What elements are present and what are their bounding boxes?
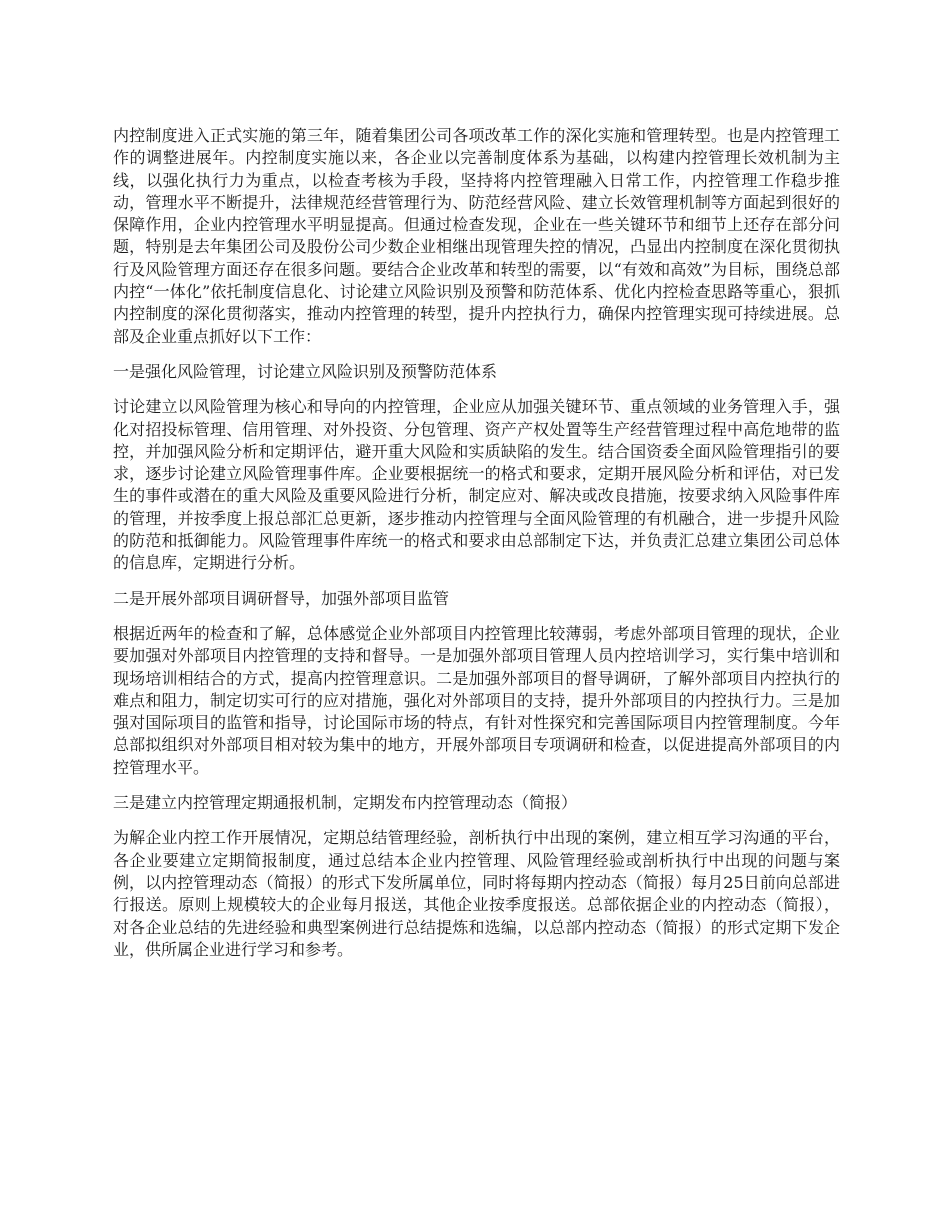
section-3-paragraph: 为解企业内控工作开展情况，定期总结管理经验，剖析执行中出现的案例，建立相互学习沟通的平台，各企业要建立定期简报制度，通过总结本企业内控管理、风险管理经验或剖析执行中出现的问题与案例，以内控管理动态（简报）的形式下发所属单位，同时将每期内控动态（简报）每月25日前向总部进行报送。原则上规模较大的企业每月报送，其他企业按季度报送。总部依据企业的内控动态（简报），对各企业总结的先进经验和典型案例进行总结提炼和选编，以总部内控动态（简报）的形式定期下发企业，供所属企业进行学习和参考。 <box>113 828 840 959</box>
section-1-heading: 一是强化风险管理，讨论建立风险识别及预警防范体系 <box>113 361 498 381</box>
section-2-paragraph: 根据近两年的检查和了解，总体感觉企业外部项目内控管理比较薄弱，考虑外部项目管理的现状，企业要加强对外部项目内控管理的支持和督导。一是加强外部项目管理人员内控培训学习，实行集中培训和现场培训相结合的方式，提高内控管理意识。二是加强外部项目的督导调研，了解外部项目内控执行的难点和阻力，制定切实可行的应对措施，强化对外部项目的支持，提升外部项目的内控执行力。三是加强对国际项目的监管和指导，讨论国际市场的特点，有针对性探究和完善国际项目内控管理制度。今年总部拟组织对外部项目相对较为集中的地方，开展外部项目专项调研和检查，以促进提高外部项目的内控管理水平。 <box>113 623 840 777</box>
intro-paragraph: 内控制度进入正式实施的第三年，随着集团公司各项改革工作的深化实施和管理转型。也是内控管理工作的调整进展年。内控制度实施以来，各企业以完善制度体系为基础，以构建内控管理长效机制为主线，以强化执行力为重点，以检查考核为手段，坚持将内控管理融入日常工作，内控管理工作稳步推动，管理水平不断提升，法律规范经营管理行为、防范经营风险、建立长效管理机制等方面起到很好的保障作用，企业内控管理水平明显提高。但通过检查发现，企业在一些关键环节和细节上还存在部分问题，特别是去年集团公司及股份公司少数企业相继出现管理失控的情况，凸显出内控制度在深化贯彻执行及风险管理方面还存在很多问题。要结合企业改革和转型的需要，以“有效和高效”为目标，围绕总部内控“一体化”依托制度信息化、讨论建立风险识别及预警和防范体系、优化内控检查思路等重心，狠抓内控制度的深化贯彻落实，推动内控管理的转型，提升内控执行力，确保内控管理实现可持续进展。总部及企业重点抓好以下工作： <box>113 126 840 346</box>
document-page <box>113 125 840 974</box>
section-3-heading: 三是建立内控管理定期通报机制，定期发布内控管理动态（简报） <box>113 793 578 813</box>
section-2-heading: 二是开展外部项目调研督导，加强外部项目监管 <box>113 588 450 608</box>
section-1-paragraph: 讨论建立以风险管理为核心和导向的内控管理，企业应从加强关键环节、重点领域的业务管理入手，强化对招投标管理、信用管理、对外投资、分包管理、资产产权处置等生产经营管理过程中高危地带的监控，并加强风险分析和定期评估，避开重大风险和实质缺陷的发生。结合国资委全面风险管理指引的要求，逐步讨论建立风险管理事件库。企业要根据统一的格式和要求，定期开展风险分析和评估，对已发生的事件或潜在的重大风险及重要风险进行分析，制定应对、解决或改良措施，按要求纳入风险事件库的管理，并按季度上报总部汇总更新，逐步推动内控管理与全面风险管理的有机融合，进一步提升风险的防范和抵御能力。风险管理事件库统一的格式和要求由总部制定下达，并负责汇总建立集团公司总体的信息库，定期进行分析。 <box>113 397 840 573</box>
